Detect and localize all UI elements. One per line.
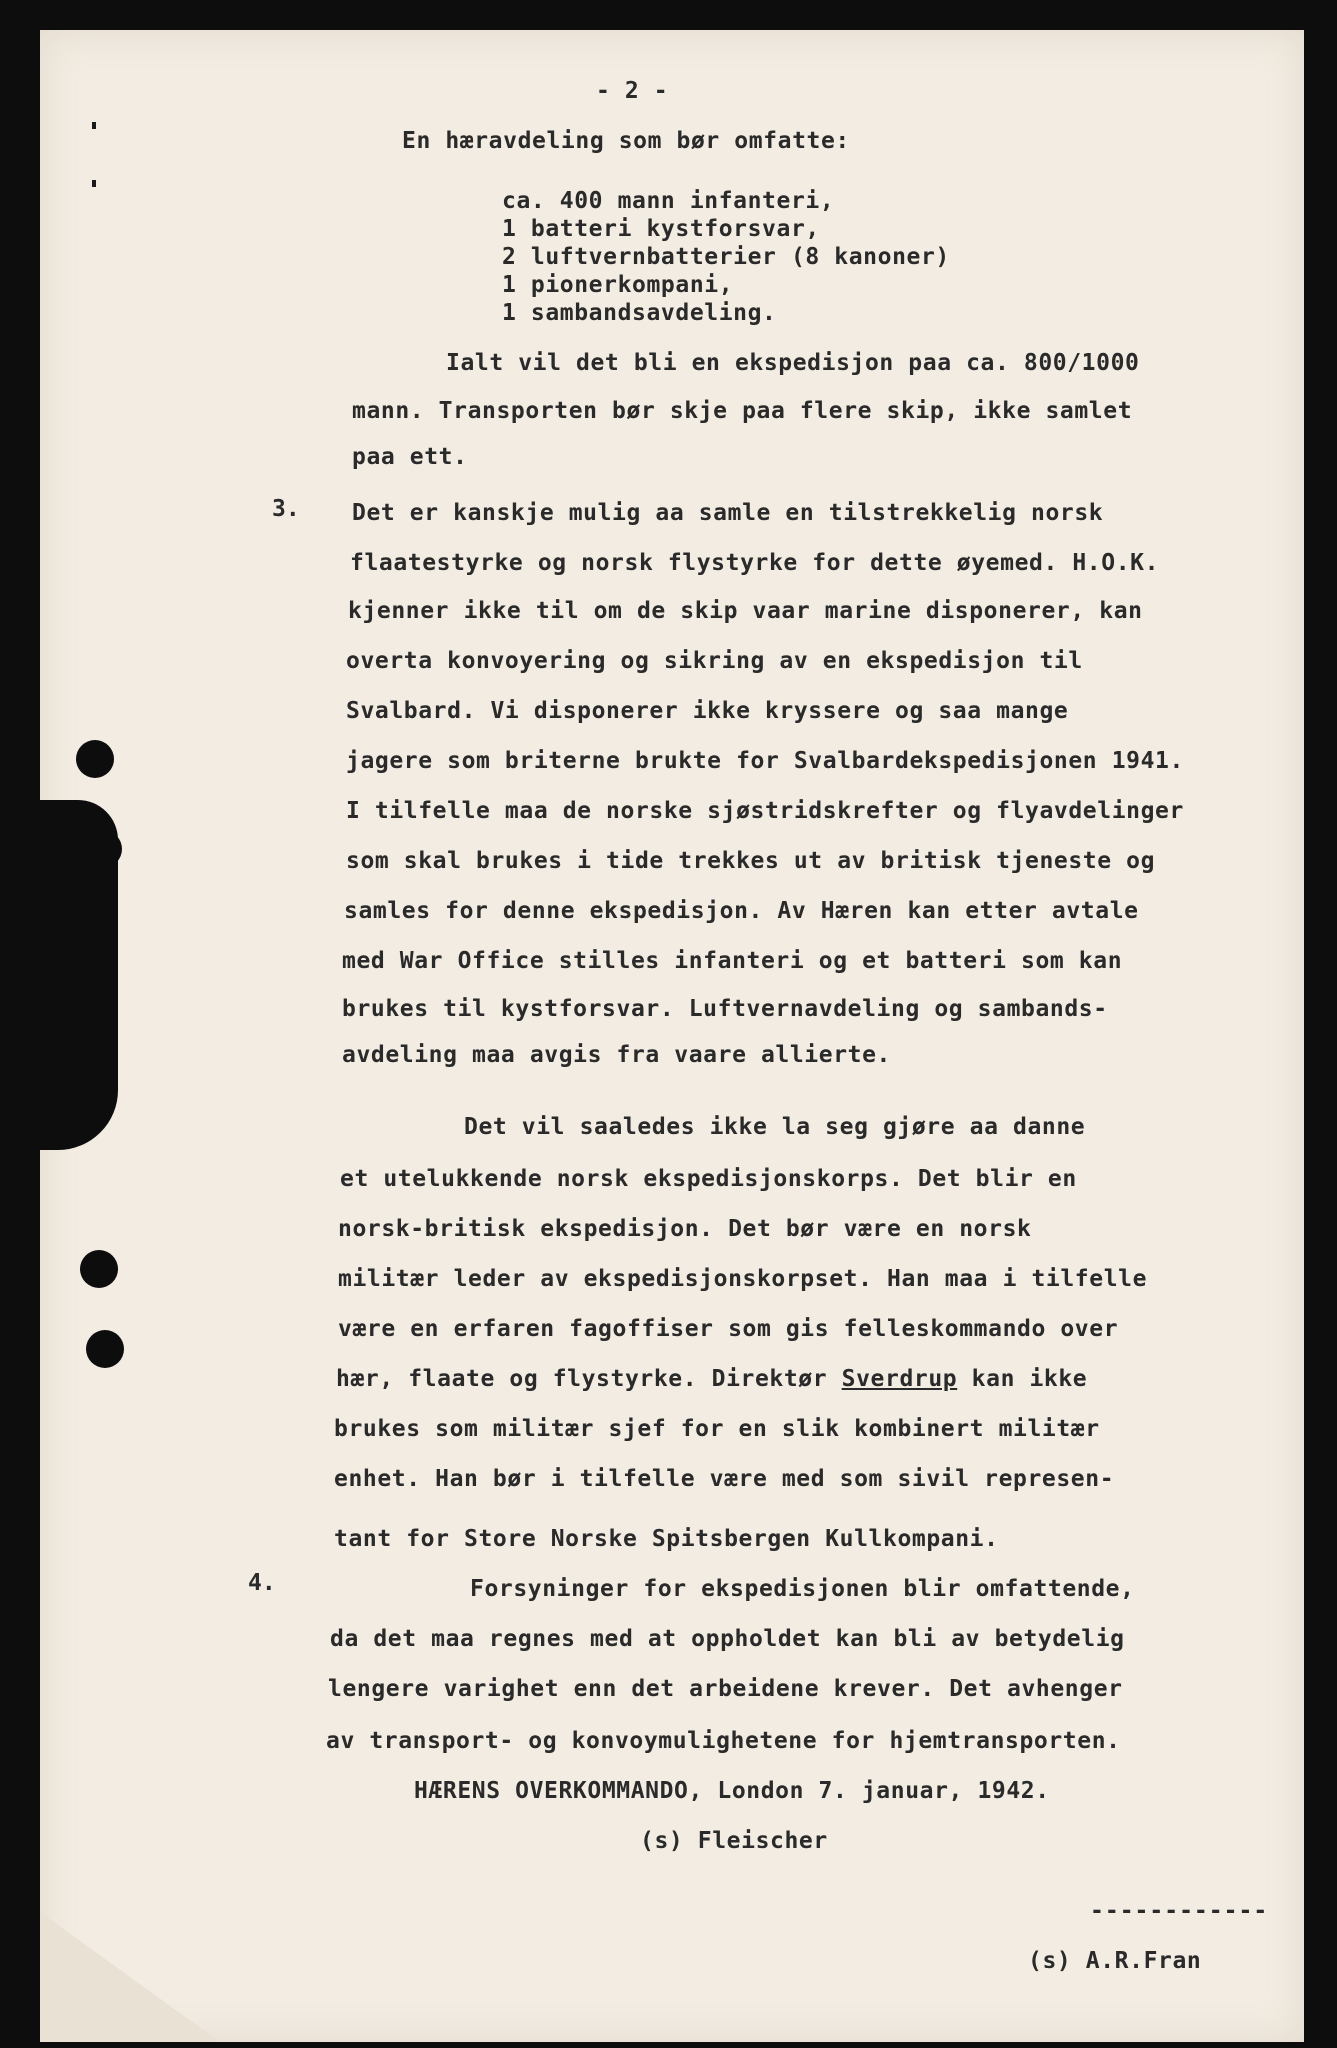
paragraph-line: tant for Store Norske Spitsbergen Kullkompani. [334, 1526, 999, 1552]
paragraph-line: av transport- og konvoymulighetene for hjemtransporten. [326, 1728, 1121, 1754]
line-text: kan ikke [957, 1366, 1088, 1392]
place-date: HÆRENS OVERKOMMANDO, London 7. januar, 1942. [414, 1778, 1050, 1804]
paragraph-line: kjenner ikke til om de skip vaar marine disponerer, kan [348, 598, 1143, 624]
margin-mark [92, 180, 96, 187]
paragraph-line: mann. Transporten bør skje paa flere skip, ikke samlet [352, 398, 1133, 424]
signature-rule: ------------ [1090, 1898, 1269, 1924]
margin-mark [92, 122, 96, 129]
unit-item: 1 sambandsavdeling. [502, 300, 777, 326]
paragraph-line: da det maa regnes med at oppholdet kan bli av betydelig [330, 1626, 1125, 1652]
unit-item: 2 luftvernbatterier (8 kanoner) [502, 244, 950, 270]
unit-item: 1 pionerkompani, [502, 272, 734, 298]
intro-line: En hæravdeling som bør omfatte: [402, 128, 850, 154]
paragraph-line: avdeling maa avgis fra vaare allierte. [342, 1042, 891, 1068]
section-number: 4. [248, 1570, 276, 1596]
page-number: - 2 - [596, 78, 669, 104]
underlined-name: Sverdrup [841, 1366, 958, 1392]
line-text: hær, flaate og flystyrke. Direktør [336, 1366, 842, 1392]
unit-item: ca. 400 mann infanteri, [502, 188, 835, 214]
paragraph-line: overta konvoyering og sikring av en ekspedisjon til [346, 648, 1083, 674]
section-number: 3. [272, 496, 300, 522]
punch-hole [76, 740, 114, 778]
unit-item: 1 batteri kystforsvar, [502, 216, 820, 242]
document-page [40, 30, 1304, 2042]
paragraph-line: enhet. Han bør i tilfelle være med som sivil represen- [334, 1466, 1115, 1492]
paragraph-line: lengere varighet enn det arbeidene krever. Det avhenger [328, 1676, 1123, 1702]
paragraph-line: norsk-britisk ekspedisjon. Det bør være en norsk [338, 1216, 1032, 1242]
paragraph-line: brukes til kystforsvar. Luftvernavdeling og sambands- [342, 996, 1108, 1022]
paragraph-line: være en erfaren fagoffiser som gis felleskommando over [338, 1316, 1119, 1342]
paragraph-line: som skal brukes i tide trekkes ut av britisk tjeneste og [346, 848, 1156, 874]
paragraph-line: jagere som briterne brukte for Svalbardekspedisjonen 1941. [346, 748, 1184, 774]
paragraph-line: Svalbard. Vi disponerer ikke kryssere og saa mange [346, 698, 1069, 724]
paragraph-line: et utelukkende norsk ekspedisjonskorps. Det blir en [340, 1166, 1077, 1192]
paragraph-line: militær leder av ekspedisjonskorpset. Han maa i tilfelle [338, 1266, 1148, 1292]
paragraph-line [336, 1366, 1087, 1392]
torn-edge [40, 800, 118, 1150]
paragraph-line: Det er kanskje mulig aa samle en tilstrekkelig norsk [352, 500, 1104, 526]
paragraph-line: med War Office stilles infanteri og et batteri som kan [342, 948, 1123, 974]
paragraph-line: Ialt vil det bli en ekspedisjon paa ca. 800/1000 [446, 350, 1140, 376]
paragraph-line: paa ett. [352, 444, 468, 470]
folded-corner [40, 1912, 220, 2042]
paragraph-line: Det vil saaledes ikke la seg gjøre aa danne [464, 1114, 1086, 1140]
paragraph-line: brukes som militær sjef for en slik kombinert militær [334, 1416, 1100, 1442]
paragraph-line: samles for denne ekspedisjon. Av Hæren kan etter avtale [344, 898, 1139, 924]
signature: (s) Fleischer [640, 1828, 828, 1854]
paragraph-line: I tilfelle maa de norske sjøstridskrefter og flyavdelinger [346, 798, 1184, 824]
second-signature: (s) A.R.Fran [1028, 1948, 1202, 1974]
punch-hole [86, 1330, 124, 1368]
paragraph-line: Forsyninger for ekspedisjonen blir omfattende, [470, 1576, 1135, 1602]
punch-hole [80, 1250, 118, 1288]
paragraph-line: flaatestyrke og norsk flystyrke for dette øyemed. H.O.K. [350, 550, 1160, 576]
